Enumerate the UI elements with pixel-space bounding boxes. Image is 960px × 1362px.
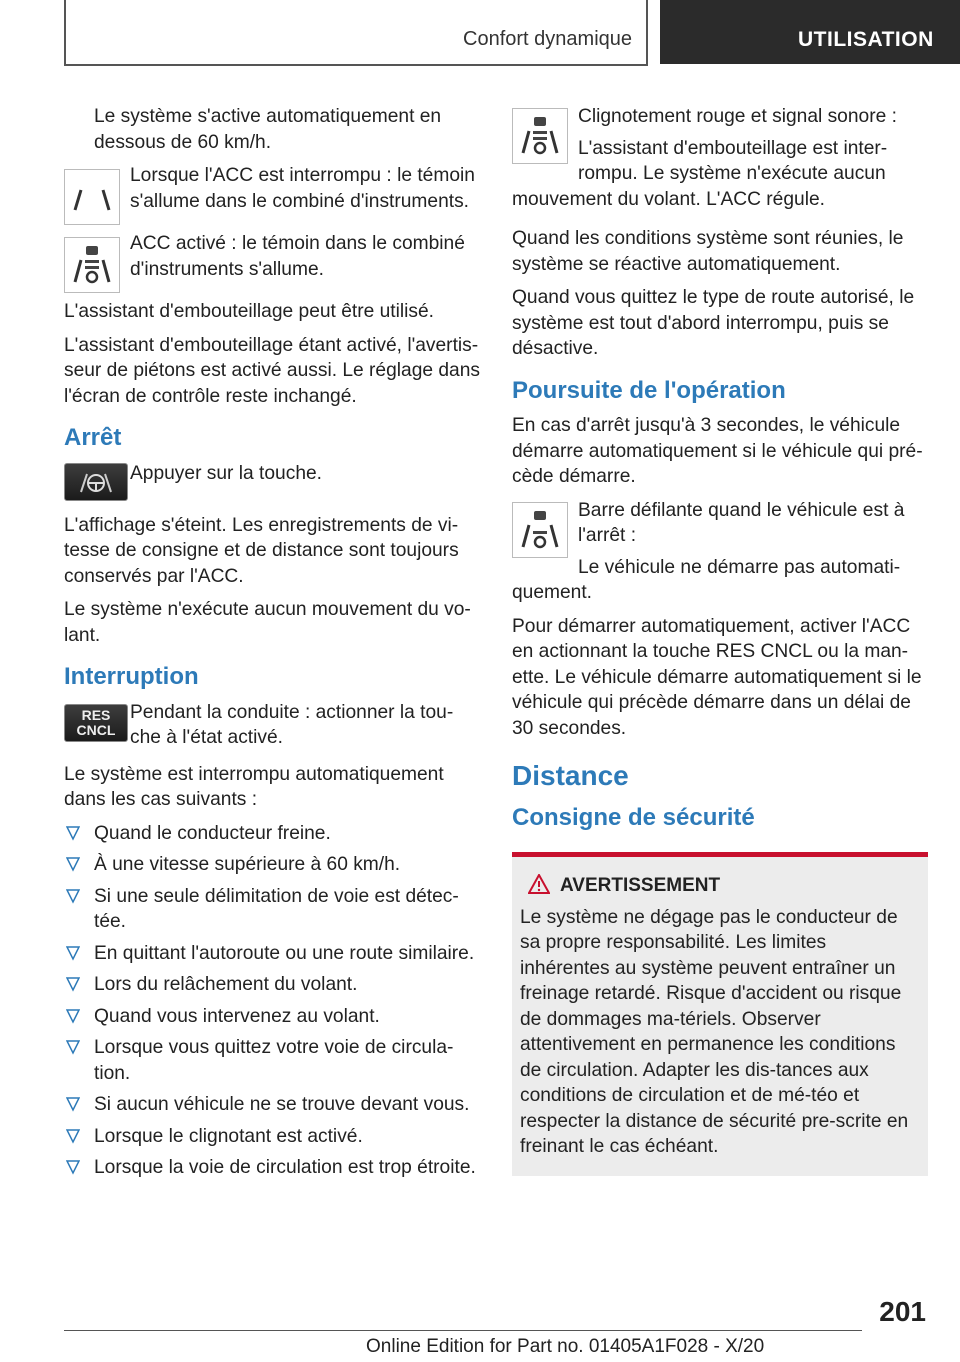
paragraph: Le système n'exécute aucun mouvement du vo-lant. [64, 599, 471, 646]
list-item: Si une seule délimitation de voie est détec-tée. [64, 884, 480, 935]
indicator-row [64, 163, 480, 223]
header-subsection-box [64, 0, 648, 64]
indicator-text: Pendant la conduite : actionner la tou-che à l'état activé. [130, 701, 454, 748]
indicator-row [512, 498, 928, 581]
paragraph: Quand les conditions système sont réunies, le système se réactive automatiquement. [512, 228, 904, 275]
bullet-triangle-icon [66, 1126, 80, 1146]
cncl-label: CNCL [76, 721, 116, 738]
bullet-list [64, 821, 480, 1181]
bullet-triangle-icon [66, 1006, 80, 1026]
bullet-triangle-icon [66, 854, 80, 874]
paragraph: L'affichage s'éteint. Les enregistrements de vi-tesse de consigne et de distance sont toujours conservés par l'ACC. [64, 514, 459, 587]
warning-title: AVERTISSEMENT [520, 873, 920, 899]
scrolling-bar-icon [512, 502, 568, 558]
bullet-triangle-icon [66, 823, 80, 843]
warning-text: Le système ne dégage pas le conducteur de sa propre responsabilité. Les limites inhérentes au système peuvent entraîner un freinage retardé. Risque d'accident ou risque de dommages ma-tériels. Observer attentivement en permanence les conditions de circulation. Adapter les dis-tances aux conditions de circulation et de mé-téo et respecter la distance de sécurité pre-scrite en freinant le cas échéant. [520, 906, 909, 1157]
bullet-triangle-icon [66, 886, 80, 906]
left-column [64, 104, 480, 1187]
indicator-row [64, 231, 480, 291]
traffic-jam-assistant-red-icon [512, 108, 568, 164]
list-item: Si aucun véhicule ne se trouve devant vous. [64, 1092, 480, 1118]
indicator-row [64, 700, 480, 754]
paragraph: L'assistant d'embouteillage étant activé, l'avertis-seur de piétons est activé aussi. Le réglage dans l'écran de contrôle reste inchangé. [64, 334, 480, 407]
paragraph: Le système s'active automatiquement en dessous de 60 km/h. [94, 106, 442, 153]
res-cncl-button-icon [64, 704, 128, 742]
indicator-text: ACC activé : le témoin dans le combiné d'instruments s'allume. [130, 233, 465, 280]
header-subsection: Confort dynamique [463, 28, 632, 50]
bullet-triangle-icon [66, 974, 80, 994]
paragraph: Le système est interrompu automatiquement dans les cas suivants : [64, 763, 444, 810]
right-column [512, 104, 928, 1176]
heading-arret: Arrêt [64, 424, 122, 451]
edition-line: Online Edition for Part no. 01405A1F028 - X/20 [366, 1336, 765, 1357]
list-item: À une vitesse supérieure à 60 km/h. [64, 852, 480, 878]
paragraph: Quand vous quittez le type de route autorisé, le système est tout d'abord interrompu, puis se désactive. [512, 287, 915, 359]
heading-interruption: Interruption [64, 663, 199, 690]
heading-distance: Distance [512, 760, 629, 791]
page-number: 201 [879, 1296, 926, 1327]
indicator-row [64, 461, 480, 505]
steering-wheel-button-icon [64, 463, 128, 501]
list-item: Lorsque le clignotant est activé. [64, 1124, 480, 1150]
indicator-text: Barre défilante quand le véhicule est à l'arrêt : [578, 499, 905, 546]
heading-consigne: Consigne de sécurité [512, 803, 755, 831]
indicator-text: Le véhicule ne démarre pas automati- [578, 556, 901, 578]
bullet-triangle-icon [66, 1037, 80, 1057]
res-label: RES [81, 706, 111, 723]
paragraph: L'assistant d'embouteillage peut être utilisé. [64, 301, 434, 322]
indicator-text: Appuyer sur la touche. [130, 462, 322, 484]
traffic-jam-assistant-icon [64, 237, 120, 293]
header-section-box [660, 0, 960, 64]
bullet-triangle-icon [66, 943, 80, 963]
paragraph: quement. [512, 582, 593, 603]
list-item: Quand vous intervenez au volant. [64, 1004, 480, 1030]
indicator-text: Lorsque l'ACC est interrompu : le témoin s'allume dans le combiné d'instruments. [130, 165, 475, 212]
list-item: En quittant l'autoroute ou une route similaire. [64, 941, 480, 967]
warning-triangle-icon [528, 874, 550, 894]
warning-box [512, 852, 928, 1176]
header-rule [64, 64, 648, 66]
paragraph: Pour démarrer automatiquement, activer l'ACC en actionnant la touche RES CNCL ou la man-ette. Le véhicule démarre automatiquement si le véhicule qui précède démarre dans un délai de 30 secondes. [512, 615, 922, 739]
paragraph: En cas d'arrêt jusqu'à 3 secondes, le véhicule démarre automatiquement si le véhicule qui pré-cède démarre. [512, 415, 923, 487]
paragraph: mouvement du volant. L'ACC régule. [512, 188, 825, 210]
list-item: Lorsque la voie de circulation est trop étroite. [64, 1155, 480, 1181]
list-item: Lors du relâchement du volant. [64, 972, 480, 998]
heading-poursuite: Poursuite de l'opération [512, 376, 786, 404]
indicator-row [512, 104, 928, 187]
list-item: Lorsque vous quittez votre voie de circula-tion. [64, 1035, 480, 1086]
indicator-text: Clignotement rouge et signal sonore : [578, 106, 897, 127]
bullet-triangle-icon [66, 1157, 80, 1177]
list-item: Quand le conducteur freine. [64, 821, 480, 847]
indicator-text: L'assistant d'embouteillage est inter-rompu. Le système n'exécute aucun [578, 137, 888, 184]
header-section: UTILISATION [798, 28, 934, 51]
footer-rule [64, 1330, 862, 1331]
lane-lines-icon [64, 169, 120, 225]
bullet-triangle-icon [66, 1094, 80, 1114]
